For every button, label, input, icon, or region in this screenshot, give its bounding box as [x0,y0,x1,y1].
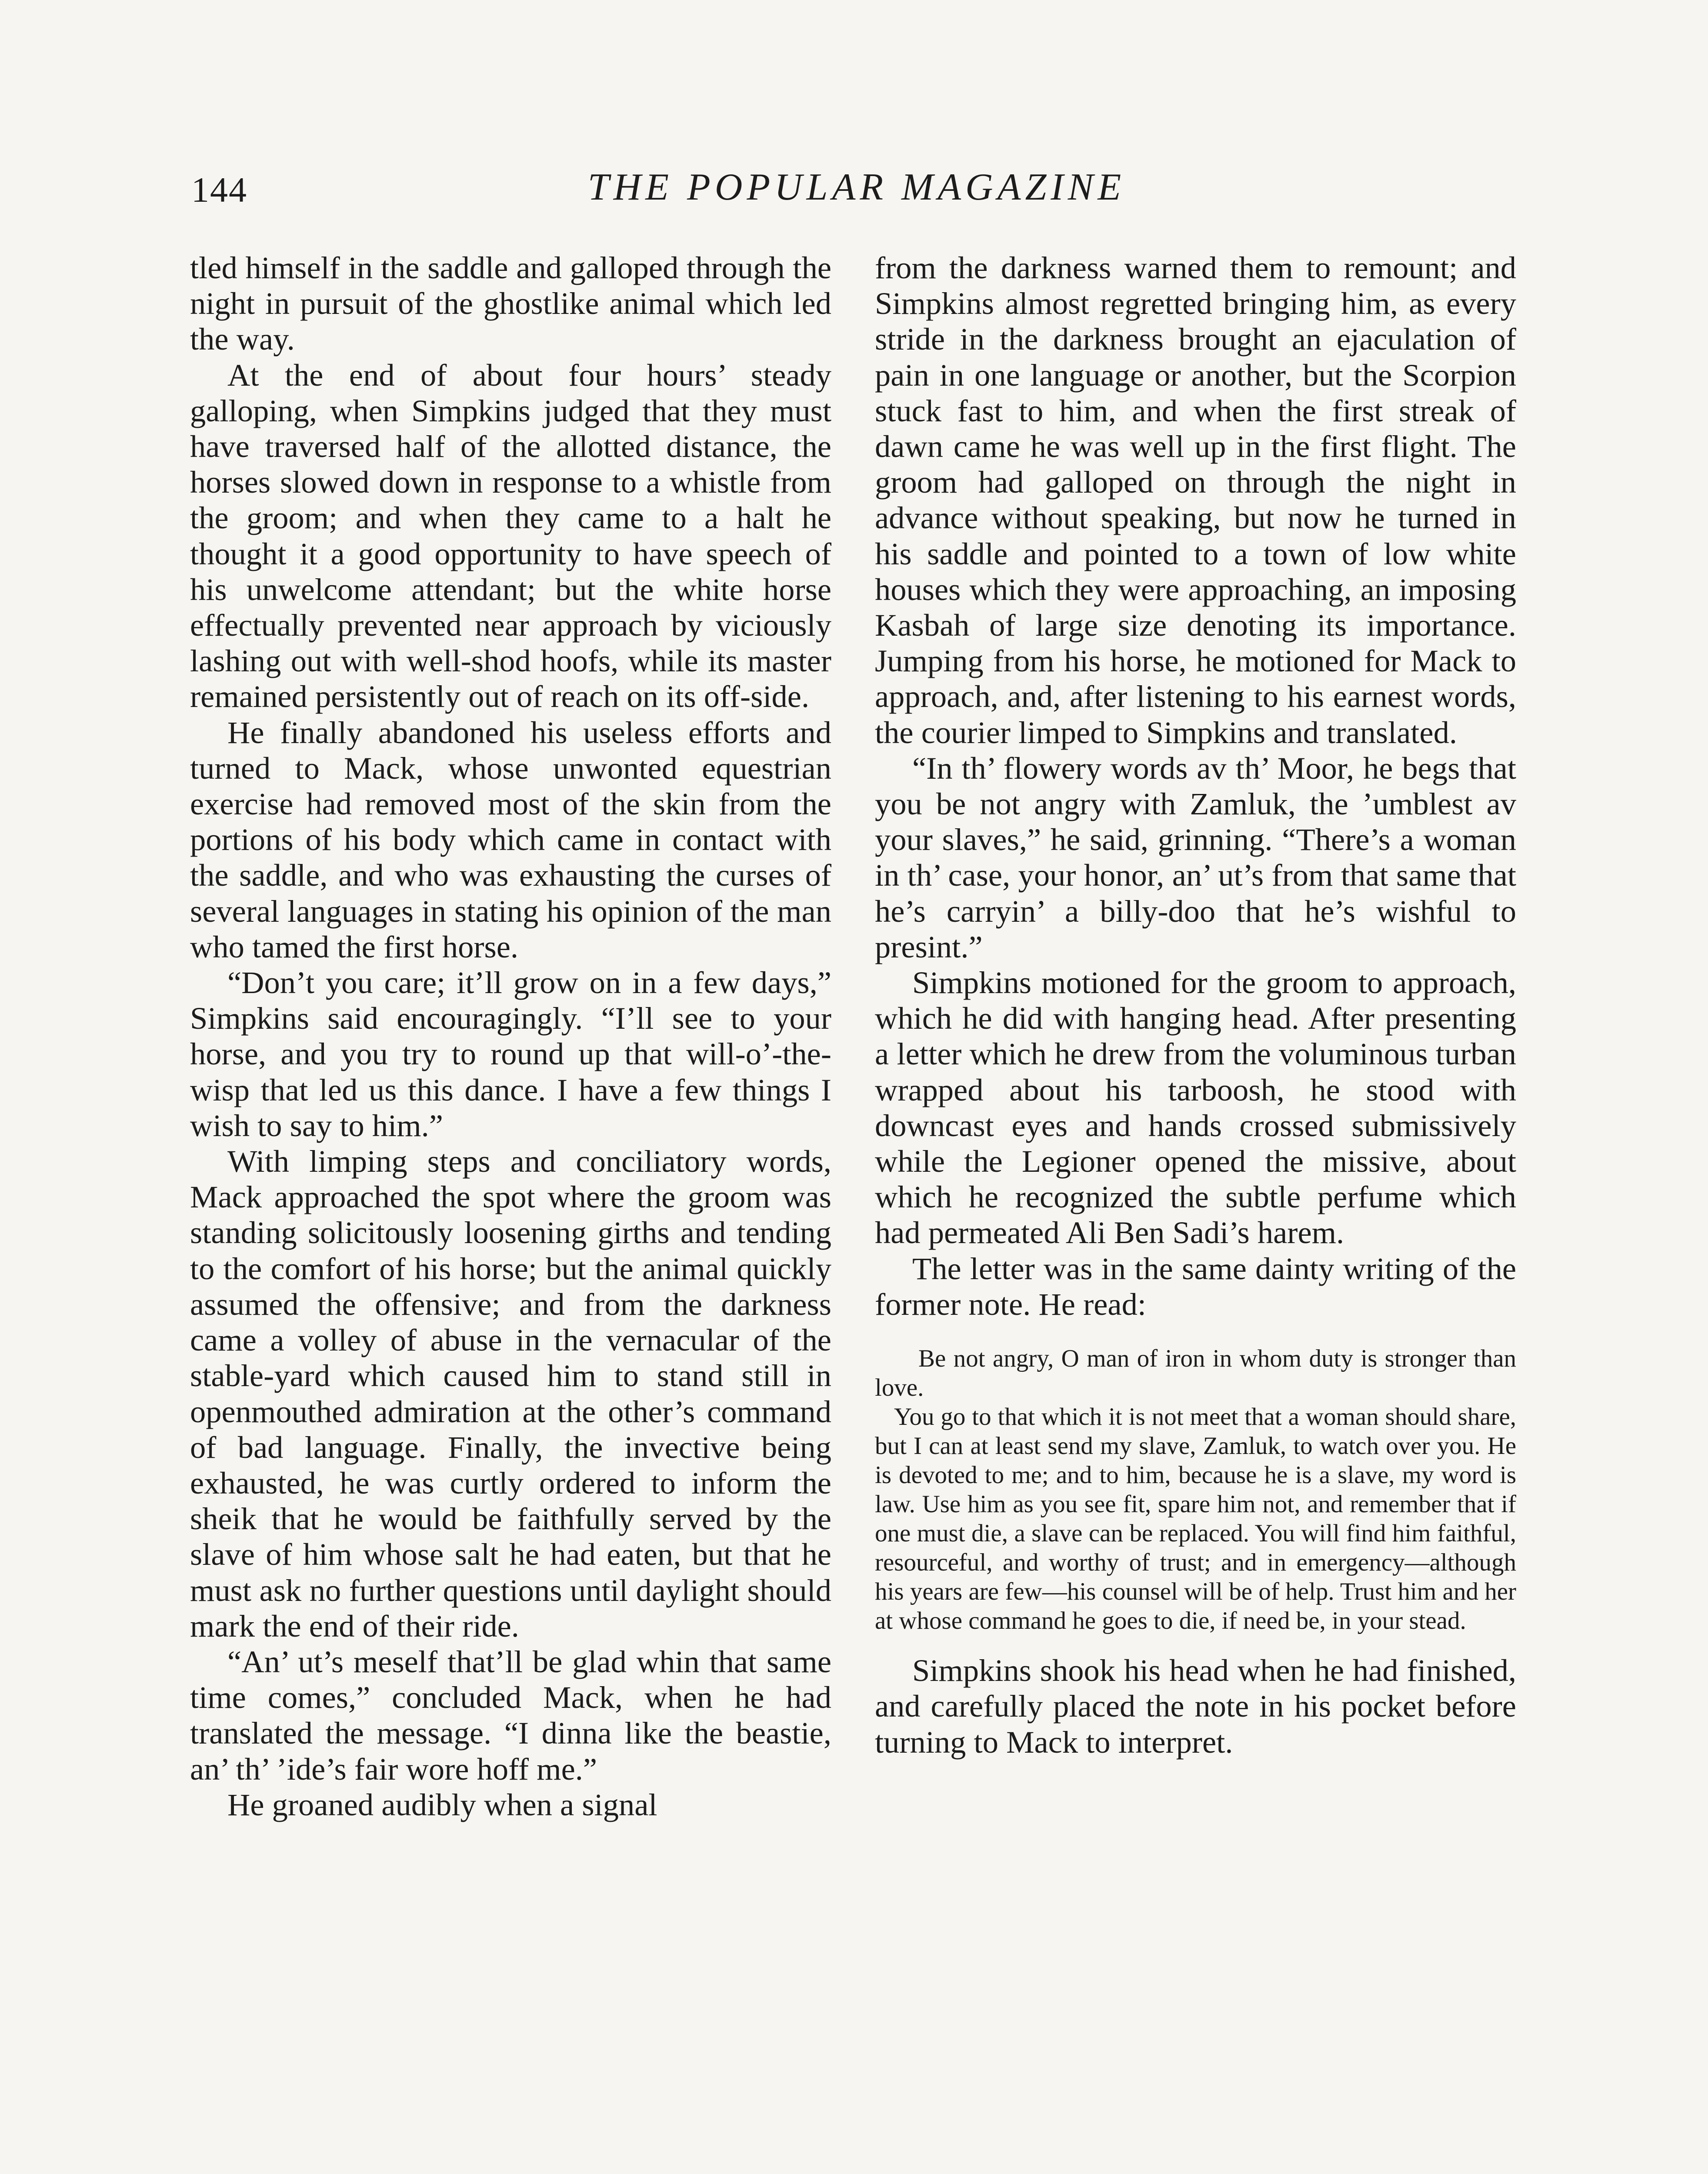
right-column [875,250,1516,1760]
paragraph: “An’ ut’s meself that’ll be glad whin that same time comes,” concluded Mack, when he had translated the message. “I dinna like the beastie, an’ th’ ’ide’s fair wore hoff me.” [190,1644,831,1787]
paragraph: With limping steps and conciliatory words, Mack approached the spot where the groom was standing solicitously loosening girths and tending to the comfort of his horse; but the animal quickly assumed the offensive; and from the darkness came a volley of abuse in the vernacular of the stable-yard which caused him to stand still in openmouthed admiration at the other’s command of bad language. Finally, the invective being exhausted, he was curtly ordered to inform the sheik that he would be faithfully served by the slave of him whose salt he had eaten, but that he must ask no further questions until daylight should mark the end of their ride. [190,1144,831,1644]
paragraph: “In th’ flowery words av th’ Moor, he begs that you be not angry with Zamluk, the ’umblest av your slaves,” he said, grinning. “There’s a woman in th’ case, your honor, an’ ut’s from that same that he’s carryin’ a billy-doo that he’s wishful to presint.” [875,750,1516,964]
paragraph: He groaned audibly when a signal [227,1787,657,1822]
paragraph: Simpkins shook his head when he had finished, and carefully placed the note in his pocket before turning to Mack to interpret. [875,1653,1516,1760]
paragraph: “Don’t you care; it’ll grow on in a few days,” Simpkins said encouragingly. “I’ll see to your horse, and you try to round up that will-o’-the-wisp that led us this dance. I have a few things I wish to say to him.” [190,965,831,1143]
letter-paragraph: Be not angry, O man of iron in whom duty is stronger than love. [875,1345,1516,1402]
letter-paragraph: You go to that which it is not meet that a woman should share, but I can at least send my slave, Zamluk, to watch over you. He is devoted to me; and to him, because he is a slave, my word is law. Use him as you see fit, spare him not, and remember that if one must die, a slave can be replaced. You will find him faithful, resourceful, and worthy of trust; and in emergency—although his years are few—his counsel will be of help. Trust him and her at whose command he goes to die, if need be, in your stead. [875,1403,1516,1635]
paragraph: At the end of about four hours’ steady galloping, when Simpkins judged that they must have traversed half of the allotted distance, the horses slowed down in response to a whistle from the groom; and when they came to a halt he thought it a good opportunity to have speech of his unwelcome attendant; but the white horse effectually prevented near approach by viciously lashing out with well-shod hoofs, while its master remained persistently out of reach on its off-side. [190,357,831,714]
running-head [191,161,1522,222]
paragraph: He finally abandoned his useless efforts and turned to Mack, whose unwonted equestrian exercise had removed most of the skin from the portions of his body which came in contact with the saddle, and who was exhausting the curses of several languages in stating his opinion of the man who tamed the first horse. [190,714,831,964]
quoted-letter [875,1344,1516,1635]
paragraph: The letter was in the same dainty writing of the former note. He read: [875,1250,1516,1322]
page-number: 144 [191,170,247,210]
paragraph: from the darkness warned them to remount; and Simpkins almost regretted bringing him, as every stride in the darkness brought an ejaculation of pain in one language or another, but the Scorpion stuck fast to him, and when the first streak of dawn came he was well up in the first flight. The groom had galloped on through the night in advance without speaking, but now he turned in his saddle and pointed to a town of low white houses which they were approaching, an imposing Kasbah of large size denoting its importance. Jumping from his horse, he motioned for Mack to approach, and, after listening to his earnest words, the courier limped to Simpkins and translated. [875,250,1516,750]
left-column [190,250,831,1823]
magazine-title: THE POPULAR MAGAZINE [587,166,1126,208]
paragraph: Simpkins motioned for the groom to approach, which he did with hanging head. After presenting a letter which he drew from the voluminous turban wrapped about his tarboosh, he stood with downcast eyes and hands crossed submissively while the Legioner opened the missive, about which he recognized the subtle perfume which had permeated Ali Ben Sadi’s harem. [875,965,1516,1250]
paragraph: tled himself in the saddle and galloped through the night in pursuit of the ghostlike animal which led the way. [190,250,831,357]
